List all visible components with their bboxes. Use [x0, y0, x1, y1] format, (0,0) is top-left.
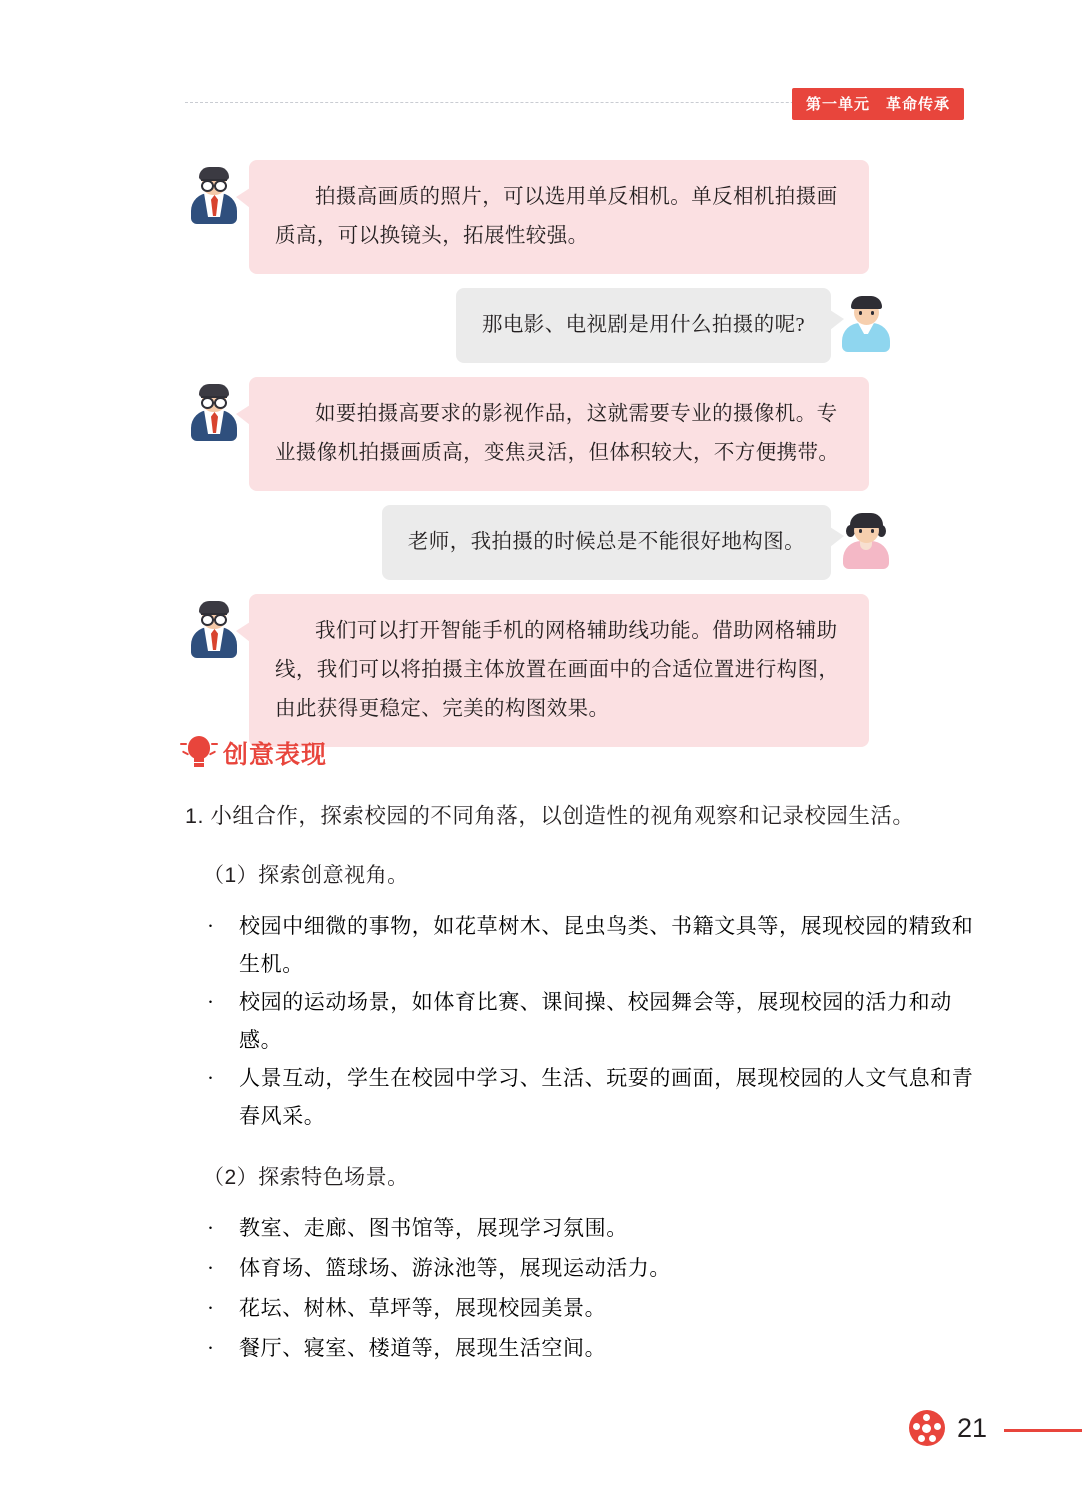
footer-accent-rule	[1004, 1429, 1082, 1432]
dialogue-turn	[185, 288, 895, 363]
speech-bubble	[249, 377, 869, 491]
list-item	[207, 1249, 975, 1287]
bullet-mark: ·	[207, 1336, 215, 1360]
bullet-mark: ·	[207, 1216, 215, 1240]
teacher-avatar-icon	[185, 600, 243, 658]
sub-question-2-list	[207, 1209, 975, 1367]
list-item-text: 体育场、篮球场、游泳池等，展现运动活力。	[239, 1256, 671, 1280]
boy-avatar-icon	[837, 294, 895, 352]
question-1: 1. 小组合作，探索校园的不同角落，以创造性的视角观察和记录校园生活。	[185, 804, 915, 828]
lightbulb-icon	[185, 736, 213, 770]
bullet-mark: ·	[207, 1256, 215, 1280]
speech-bubble-wrap	[249, 377, 869, 491]
section-title	[185, 735, 975, 771]
list-item-text: 花坛、树林、草坪等，展现校园美景。	[239, 1296, 607, 1320]
list-item-text: 校园的运动场景，如体育比赛、课间操、校园舞会等，展现校园的活力和动感。	[239, 990, 952, 1052]
page-footer	[909, 1410, 987, 1446]
list-item-text: 校园中细微的事物，如花草树木、昆虫鸟类、书籍文具等，展现校园的精致和生机。	[239, 914, 974, 976]
teacher-avatar-icon	[185, 383, 243, 441]
speech-text: 如要拍摄高要求的影视作品，这就需要专业的摄像机。专业摄像机拍摄画质高，变焦灵活，但体积较大，不方便携带。	[275, 403, 840, 464]
list-item-text: 餐厅、寝室、楼道等，展现生活空间。	[239, 1336, 607, 1360]
list-item	[207, 983, 975, 1059]
dialogue-turn	[185, 505, 895, 580]
dialogue-turn	[185, 594, 895, 747]
speech-text: 老师，我拍摄的时候总是不能很好地构图。	[407, 531, 805, 553]
list-item	[207, 1209, 975, 1247]
unit-tab: 第一单元 革命传承	[792, 88, 964, 120]
sub-question-2-label: （2）探索特色场景。	[203, 1166, 409, 1189]
speech-bubble	[249, 160, 869, 274]
list-item	[207, 1289, 975, 1327]
sub-question-1-label: （1）探索创意视角。	[203, 864, 409, 887]
speech-bubble	[382, 505, 831, 580]
girl-avatar-icon	[837, 511, 895, 569]
bullet-mark: ·	[207, 1296, 215, 1320]
speech-bubble-wrap	[249, 160, 869, 274]
bullet-mark: ·	[207, 990, 215, 1014]
speech-text: 那电影、电视剧是用什么拍摄的呢?	[482, 314, 805, 336]
speech-text: 我们可以打开智能手机的网格辅助线功能。借助网格辅助线，我们可以将拍摄主体放置在画面中的合适位置进行构图，由此获得更稳定、完美的构图效果。	[275, 620, 840, 720]
speech-bubble	[456, 288, 831, 363]
bullet-mark: ·	[207, 1066, 215, 1090]
list-item	[207, 1059, 975, 1135]
speech-bubble-wrap	[456, 288, 831, 363]
list-item-text: 教室、走廊、图书馆等，展现学习氛围。	[239, 1216, 628, 1240]
sub-question-1-list	[207, 907, 975, 1135]
list-item	[207, 907, 975, 983]
section-title-label: 创意表现	[223, 741, 328, 769]
creative-expression-section	[185, 735, 975, 1393]
film-reel-icon	[909, 1410, 945, 1446]
speech-text: 拍摄高画质的照片，可以选用单反相机。单反相机拍摄画质高，可以换镜头，拓展性较强。	[275, 186, 838, 247]
page-header	[185, 88, 964, 116]
dialogue-turn	[185, 160, 895, 274]
dialogue-list	[185, 160, 895, 761]
teacher-avatar-icon	[185, 166, 243, 224]
dialogue-turn	[185, 377, 895, 491]
list-item	[207, 1329, 975, 1367]
list-item-text: 人景互动，学生在校园中学习、生活、玩耍的画面，展现校园的人文气息和青春风采。	[239, 1066, 974, 1128]
page-number: 21	[956, 1412, 987, 1443]
speech-bubble	[249, 594, 869, 747]
speech-bubble-wrap	[382, 505, 831, 580]
bullet-mark: ·	[207, 914, 215, 938]
speech-bubble-wrap	[249, 594, 869, 747]
